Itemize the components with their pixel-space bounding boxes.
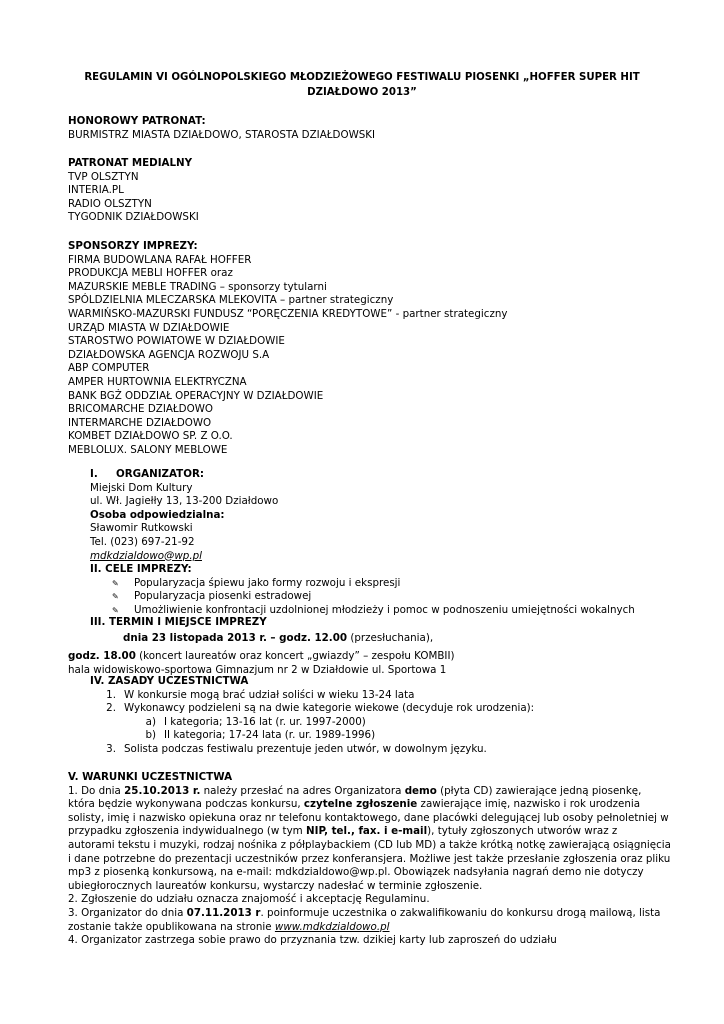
date-line-2-bold: godz. 18.00 [68,650,136,663]
date-place-section [68,616,668,677]
organizer-name: Miejski Dom Kultury [90,481,193,494]
rule-item [68,689,668,703]
sponsors-heading: SPONSORZY IMPREZY: [68,240,198,252]
conditions-heading: V. WARUNKI UCZESTNICTWA [68,771,233,783]
rule-number: 2. [106,702,116,715]
text-span: ), tytuły zgłoszonych utworów wraz z [427,825,618,838]
sponsor-item: BANK BGŻ ODDZIAŁ OPERACYJNY W DZIAŁDOWIE [68,389,324,402]
date-line-2 [68,650,668,664]
sponsor-item: URZĄD MIASTA W DZIAŁDOWIE [68,321,230,334]
sponsor-item: STAROSTWO POWIATOWE W DZIAŁDOWIE [68,335,285,348]
sub-rule-item [68,729,668,743]
text-span: zawierające imię, nazwisko i rok urodzenia [417,798,641,811]
participation-rules-heading: IV. ZASADY UCZESTNICTWA [90,675,249,687]
organizer-heading-text: ORGANIZATOR: [116,468,205,480]
sub-rule-item [68,716,668,730]
demo-term: demo [404,784,437,797]
sponsor-item: MEBLOLUX. SALONY MEBLOWE [68,443,228,456]
sponsor-item: BRICOMARCHE DZIAŁDOWO [68,403,214,416]
text-span: przypadku zgłoszenia indywidualnego (w tym [68,825,306,838]
rule-item [68,702,668,716]
notification-date: 07.11.2013 r [186,906,261,919]
rule-text: W konkursie mogą brać udział soliści w wieku 13-24 lata [124,688,415,701]
title-line-1: REGULAMIN VI OGÓLNOPOLSKIEGO MŁODZIEŻOWEGO FESTIWALU PIOSENKI „HOFFER SUPER HIT [84,72,640,83]
organizer-phone: Tel. (023) 697-21-92 [90,535,195,548]
goals-heading: II. CELE IMPREZY: [90,563,192,575]
venue-line: hala widowiskowo-sportowa Gimnazjum nr 2 w Działdowie ul. Sportowa 1 [68,663,447,676]
media-patronage-section [68,157,668,225]
condition-1-line [68,785,668,799]
media-patron: INTERIA.PL [68,184,124,197]
rule-number: 3. [106,742,116,755]
sponsor-item: KOMBET DZIAŁDOWO SP. Z O.O. [68,430,233,443]
responsible-person-label: Osoba odpowiedzialna: [90,508,225,521]
rule-number: 1. [106,688,116,701]
honorary-patronage-section [68,115,668,142]
rule-text: Wykonawcy podzieleni są na dwie kategorie wiekowe (decyduje rok urodzenia): [124,702,535,715]
condition-1-line: mp3 z piosenką konkursową, na e-mail: mdkdzialdowo@wp.pl. Obowiązek nadsyłania nagrań demo nie dotyczy [68,866,644,879]
organizer-number: I. [90,468,98,480]
rule-text: Solista podczas festiwalu prezentuje jeden utwór, w dowolnym języku. [124,742,487,755]
condition-1-line [68,798,668,812]
goal-item [68,577,668,591]
sponsor-item: SPÓLDZIELNIA MLECZARSKA MLEKOVITA – partner strategiczny [68,294,394,307]
organizer-email-link[interactable]: mdkdzialdowo@wp.pl [90,549,202,562]
deadline-date: 25.10.2013 r. [124,784,201,797]
website-link[interactable]: www.mdkdzialdowo.pl [274,920,390,933]
bullet-icon: ✎ [112,592,119,602]
sub-rule-text: I kategoria; 13-16 lat (r. ur. 1997-2000) [164,715,366,728]
text-span: należy przesłać na adres Organizatora [200,784,405,797]
condition-1-line: ubiegłorocznych laureatów konkursu, wystarczy nadesłać w terminie zgłoszenie. [68,879,483,892]
media-patron: TVP OLSZTYN [68,170,139,183]
sponsor-item: DZIAŁDOWSKA AGENCJA ROZWOJU S.A [68,348,270,361]
goal-text: Popularyzacja śpiewu jako formy rozwoju i ekspresji [134,576,401,589]
condition-3-line [68,921,668,935]
sponsor-item: MAZURSKIE MEBLE TRADING – sponsorzy tytularni [68,280,327,293]
text-span: zostanie także opublikowana na stronie [68,920,275,933]
condition-4-line: 4. Organizator zastrzega sobie prawo do przyznania tzw. dzikiej karty lub zaproszeń do udziału [68,934,557,947]
conditions-section [68,771,671,948]
organizer-section [68,468,668,563]
sponsor-item: FIRMA BUDOWLANA RAFAŁ HOFFER [68,253,252,266]
responsible-person: Sławomir Rutkowski [90,522,193,535]
text-span: 1. Do dnia [68,784,125,797]
bullet-icon: ✎ [112,578,119,588]
sub-rule-text: II kategoria; 17-24 lata (r. ur. 1989-1996) [164,729,376,742]
condition-2-line: 2. Zgłoszenie do udziału oznacza znajomość i akceptację Regulaminu. [68,893,430,906]
date-place-heading: III. TERMIN I MIEJSCE IMPREZY [90,616,267,628]
bullet-icon: ✎ [112,605,119,615]
rule-item [68,743,668,757]
condition-3-line [68,907,668,921]
date-line-1 [68,632,668,646]
title-line-2: DZIAŁDOWO 2013” [307,87,417,98]
honorary-patronage-heading: HONOROWY PATRONAT: [68,115,206,127]
text-span: 3. Organizator do dnia [68,906,187,919]
date-line-1-rest: (przesłuchania), [347,631,434,644]
sponsor-item: INTERMARCHE DZIAŁDOWO [68,416,212,429]
application-term: czytelne zgłoszenie [303,798,418,811]
participation-rules-section [68,675,668,757]
sub-rule-letter: b) [145,729,156,742]
condition-1-line: autorami tekstu i muzyki, rodzaj nośnika z półplaybackiem (CD lub MD) a także krótką notkę zawierającą osiągnięcia [68,838,671,851]
date-line-1-bold: dnia 23 listopada 2013 r. – godz. 12.00 [123,631,348,644]
condition-1-line: solisty, imię i nazwisko opiekuna oraz nr telefonu kontaktowego, dane placówki delegującej lub osoby pełnoletniej w [68,811,669,824]
document-title [68,70,656,100]
media-patron: RADIO OLSZTYN [68,197,152,210]
text-span: która będzie wykonywana podczas konkursu, [68,798,304,811]
sponsor-item: PRODUKCJA MEBLI HOFFER oraz [68,267,233,280]
text-span: (płyta CD) zawierające jedną piosenkę, [436,784,642,797]
condition-1-line: i dane potrzebne do prezentacji uczestników przez konferansjera. Możliwe jest także przesłanie zgłoszenia oraz pliku [68,852,671,865]
sponsor-item: AMPER HURTOWNIA ELEKTRYCZNA [68,375,247,388]
organizer-address: ul. Wł. Jagiełły 13, 13-200 Działdowo [90,495,279,508]
organizer-heading [68,468,668,482]
contact-fields-term: NIP, tel., fax. i e-mail [306,825,428,838]
sponsor-item: ABP COMPUTER [68,362,150,375]
condition-1-line [68,825,668,839]
goal-text: Popularyzacja piosenki estradowej [134,590,312,603]
date-line-2-rest: (koncert laureatów oraz koncert „gwiazdy” – zespołu KOMBII) [135,650,455,663]
text-span: . poinformuje uczestnika o zakwalifikowaniu do konkursu drogą mailową, lista [260,906,661,919]
sponsors-section [68,240,668,458]
goal-text: Umożliwienie konfrontacji uzdolnionej młodzieży i pomoc w podnoszeniu umiejętności wokalnych [134,603,635,616]
honorary-patronage-text: BURMISTRZ MIASTA DZIAŁDOWO, STAROSTA DZIAŁDOWSKI [68,128,376,141]
media-patron: TYGODNIK DZIAŁDOWSKI [68,211,199,224]
media-patronage-heading: PATRONAT MEDIALNY [68,157,193,169]
sponsor-item: WARMIŃSKO-MAZURSKI FUNDUSZ “PORĘCZENIA KREDYTOWE” - partner strategiczny [68,307,508,320]
goals-section [68,563,668,617]
goal-item [68,590,668,604]
sub-rule-letter: a) [145,715,156,728]
